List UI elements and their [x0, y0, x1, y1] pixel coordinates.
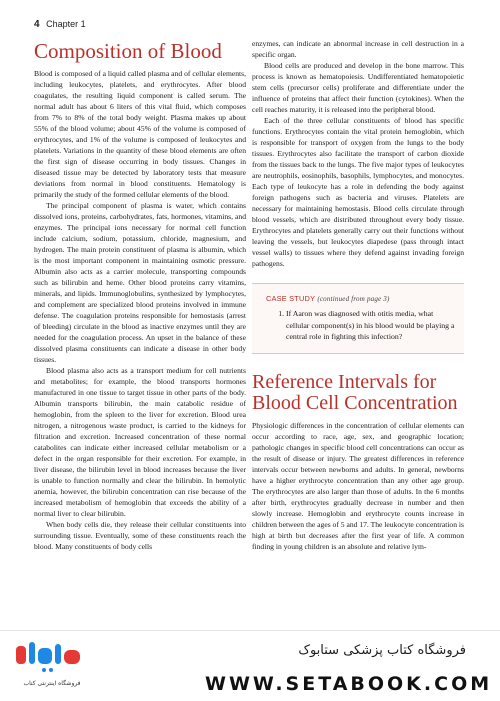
paragraph: Physiologic differences in the concentration of cellular elements can occur according to race, age, sex, and geographic location; pathologic changes in specific blood cell concentrations can occur as the result of disease or injury. The greatest differences in reference intervals occur between newborns and adults. In general, newborns have a higher erythrocyte concentration than any other age group. The erythrocytes are also larger than those of adults. In the 6 months after birth, erythrocytes gradually decrease in number and then slowly increase. Hemoglobin and erythrocyte counts increase in children between the ages of 5 and 17. The leukocyte concentration is high at birth but decreases after the first year of life. A common finding in young children is an absolute and relative lym- [252, 420, 464, 551]
footer-banner[interactable] [0, 630, 500, 701]
paragraph: Blood is composed of a liquid called plasma and of cellular elements, including leukocytes, platelets, and erythrocytes. After blood coagulates, the resulting liquid component is called serum. The normal adult has about 6 liters of this vital fluid, which composes from 7% to 8% of the total body weight. Plasma makes up about 55% of the blood volume; about 45% of the volume is composed of erythrocytes, and 1% of the volume is composed of leukocytes and platelets. Variations in the quantity of these blood elements are often the first sign of disease occurring in body tissues. Changes in diseased tissue may be detected by laboratory tests that measure deviations from normal in blood constituents. Hematology is primarily the study of the formed cellular elements of the blood. [34, 69, 246, 200]
shop-name: فروشگاه کتاب پزشکی ستابوک [298, 643, 466, 658]
left-column [34, 40, 246, 552]
case-study-title: CASE STUDY [266, 294, 316, 303]
section-heading-composition: Composition of Blood [34, 39, 222, 63]
case-study-box [252, 283, 464, 354]
paragraph: The principal component of plasma is water, which contains dissolved ions, proteins, carbohydrates, fats, hormones, vitamins, and enzymes. The principal ions necessary for normal cell function include calcium, sodium, potassium, chloride, magnesium, and hydrogen. The main protein constituent of plasma is albumin, which is the most important component in maintaining osmotic pressure. Albumin also acts as a carrier molecule, transporting compounds such as bilirubin and heme. Other blood proteins carry vitamins, minerals, and lipids. Immunoglobulins, synthesized by lymphocytes, and complement are specialized blood proteins involved in immune defense. The coagulation proteins responsible for hemostasis (arrest of bleeding) circulate in the blood as inactive enzymes until they are needed for the coagulation process. An upset in the balance of these dissolved plasma constituents can indicate a disease in other body tissues. [34, 201, 246, 365]
case-study-questions [252, 308, 464, 343]
case-study-header [266, 294, 464, 303]
section-heading-reference-intervals: Reference Intervals for Blood Cell Concentration [252, 370, 458, 414]
case-study-continued: (continued from page 3) [317, 295, 390, 303]
paragraph: enzymes, can indicate an abnormal increase in cell destruction in a specific organ. [252, 39, 464, 59]
paragraph: Each of the three cellular constituents of blood has specific functions. Erythrocytes contain the vital protein hemoglobin, which is responsible for transport of oxygen from the lungs to the body tissues. Erythrocytes also facilitate the transport of carbon dioxide from the tissues back to the lungs. The five major types of leukocytes are neutrophils, eosinophils, basophils, lymphocytes, and monocytes. Each type of leukocyte has a role in defending the body against foreign pathogens such as bacteria and viruses. Platelets are necessary for maintaining hemostasis. Blood cells circulate through blood vessels, which are distributed throughout every body tissue. Erythrocytes and platelets generally carry out their functions without leaving the vessels, but leukocytes diapedese (pass through intact vessel walls) to tissues where they defend against invading foreign pathogens. [252, 116, 464, 268]
page-number: 4 [34, 19, 40, 30]
shop-url[interactable]: WWW.SETABOOK.COM [205, 673, 493, 695]
paragraph: When body cells die, they release their cellular constituents into surrounding tissue. Eventually, some of these constituents reach the blood. Many constituents of body cells [34, 520, 246, 552]
chapter-label: Chapter 1 [46, 19, 86, 29]
setabook-logo [14, 638, 84, 678]
page-header [34, 19, 86, 30]
right-column [252, 38, 464, 552]
paragraph: Blood cells are produced and develop in the bone marrow. This process is known as hematopoiesis. Undifferentiated hematopoietic stem cells (precursor cells) proliferate and differentiate under the influence of proteins that affect their function (cytokines). When the cell reaches maturity, it is released into the peripheral blood. [252, 61, 464, 114]
case-study-question: 1. If Aaron was diagnosed with otitis media, what cellular component(s) in his blood would be playing a central role in fighting this infection? [286, 308, 456, 343]
paragraph: Blood plasma also acts as a transport medium for cell nutrients and metabolites; for example, the blood transports hormones manufactured in one tissue to target tissue in other parts of the body. Albumin transports bilirubin, the main catabolic residue of hemoglobin, from the spleen to the liver for excretion. Blood urea nitrogen, a nitrogenous waste product, is carried to the kidneys for filtration and excretion. Increased concentration of these normal catabolites can indicate either increased cellular metabolism or a defect in the organ responsible for their excretion. For example, in liver disease, the bilirubin level in blood increases because the liver is unable to function normally and clear the bilirubin. In hemolytic anemia, however, the bilirubin concentration can rise because of the increased metabolism of hemoglobin that exceeds the ability of a normal liver to clear bilirubin. [34, 366, 246, 519]
logo-caption: فروشگاه اینترنتی کتاب [23, 680, 81, 687]
